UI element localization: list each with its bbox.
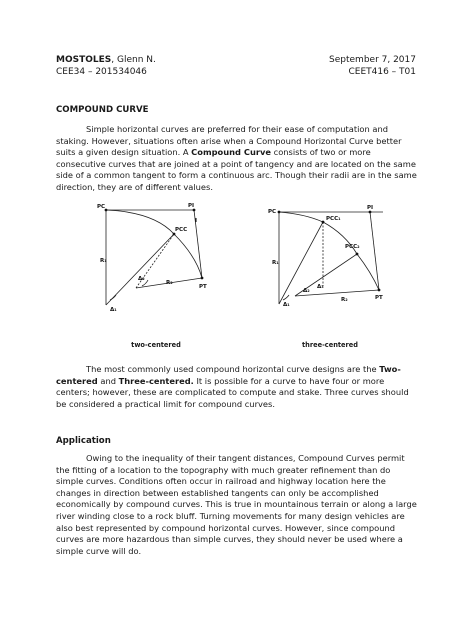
label-r1: R₁ bbox=[272, 260, 279, 266]
label-i: I bbox=[195, 218, 198, 224]
label-pcc: PCC bbox=[175, 227, 188, 233]
two-centered-diagram bbox=[96, 200, 226, 320]
label-delta2: Δ₂ bbox=[138, 276, 145, 282]
intro-text-c: consists of two or more consecutive curves that are joined at a point of tangency and are located on the same side of a common tangent to form a continuous arc. Though their radii are in the same direction, they are of different values. bbox=[56, 147, 417, 192]
section-title-application: Application bbox=[56, 436, 111, 446]
designs-text-a: The most commonly used compound horizontal curve designs are the bbox=[86, 364, 380, 374]
label-pc: PC bbox=[97, 204, 106, 210]
section-title-compound-curve: COMPOUND CURVE bbox=[56, 105, 149, 115]
label-pi: PI bbox=[188, 203, 195, 209]
arc-first-curve bbox=[106, 210, 174, 234]
label-pt: PT bbox=[375, 295, 383, 301]
header-left bbox=[56, 54, 156, 78]
author-last-name: MOSTOLES bbox=[56, 55, 112, 65]
label-pc: PC bbox=[268, 209, 277, 215]
point-pi bbox=[193, 209, 196, 212]
author-first-name: , Glenn N. bbox=[111, 55, 156, 65]
point-pt bbox=[378, 289, 381, 292]
caption-three-centered: three-centered bbox=[302, 341, 358, 349]
paragraph-application: Owing to the inequality of their tangent distances, Compound Curves permit the fitting of a location to the topography with much greater refinement than do simple curves. Conditions often occur in railroad and highway location here the changes in direction between established tangents can only be accomplished economically by compound curves. This is true in mountainous terrain or along a large river winding close to a rock bluff. Turning movements for many design vehicles are also best represented by compound horizontal curves. However, since compound curves are more hazardous than simple curves, they should never be used where a simple curve will do. bbox=[56, 453, 417, 556]
label-delta2: Δ₂ bbox=[303, 288, 310, 294]
label-pt: PT bbox=[199, 284, 207, 290]
paragraph-intro bbox=[56, 124, 418, 194]
three-centered-diagram bbox=[265, 204, 395, 314]
label-pi: PI bbox=[367, 205, 374, 211]
label-delta1: Δ₁ bbox=[110, 307, 117, 313]
arc-first-curve bbox=[279, 212, 323, 222]
label-delta3: Δ₃ bbox=[317, 284, 324, 290]
label-r2: R₂ bbox=[166, 280, 173, 286]
caption-two-centered: two-centered bbox=[131, 341, 181, 349]
designs-term-three-centered: Three-centered. bbox=[118, 375, 194, 386]
label-r2: R₂ bbox=[341, 297, 348, 303]
label-pcc1: PCC₁ bbox=[326, 216, 341, 222]
tangent-line-forward bbox=[370, 212, 379, 290]
label-r1: R₁ bbox=[100, 258, 107, 264]
date: September 7, 2017 bbox=[329, 55, 416, 65]
point-pi bbox=[369, 211, 372, 214]
header-right bbox=[329, 54, 416, 78]
designs-text-e: It is possible for a curve to have four or more centers; however, these are complicated to compute and stake. Three curves should be considered a practical limit for compound curves. bbox=[56, 375, 409, 409]
radius-to-pcc bbox=[106, 234, 174, 305]
angle-mark-1 bbox=[283, 295, 289, 300]
label-delta1: Δ₁ bbox=[283, 302, 290, 308]
intro-term-compound-curve: Compound Curve bbox=[191, 147, 272, 158]
point-pt bbox=[201, 277, 204, 280]
intro-text-a: Simple horizontal curves are preferred for their ease of computation and staking. However, situations often arise when a Compound Horizontal Curve better suits a given design situation. A bbox=[56, 124, 402, 158]
point-pcc2 bbox=[356, 253, 359, 256]
designs-term-two-centered: Two-centered bbox=[56, 364, 401, 386]
point-pcc1 bbox=[322, 221, 325, 224]
point-pcc bbox=[173, 233, 176, 236]
course-id: CEE34 – 201534046 bbox=[56, 67, 147, 77]
paragraph-common-designs bbox=[56, 364, 418, 410]
label-pcc2: PCC₂ bbox=[345, 244, 360, 250]
class-code: CEET416 – T01 bbox=[348, 67, 416, 77]
point-pc bbox=[278, 211, 281, 214]
designs-text-c: and bbox=[97, 375, 119, 386]
